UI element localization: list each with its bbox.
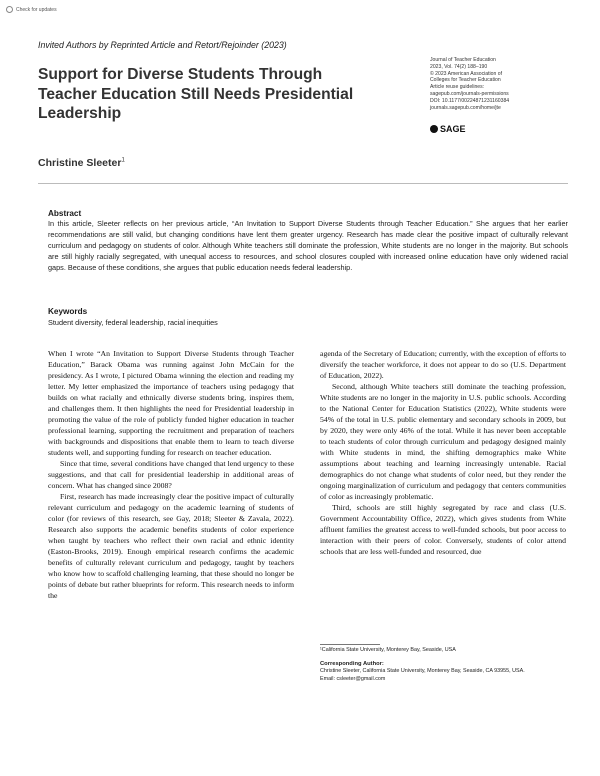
sage-logo <box>430 124 466 134</box>
corresponding-author-email[interactable]: Email: csleeter@gmail.com <box>320 675 386 682</box>
body-paragraph: Since that time, several conditions have changed that lend urgency to these suggestions, and that call for presidential leadership in additional areas of concern. What has changed since 2008? <box>48 459 294 490</box>
abstract-heading: Abstract <box>48 209 82 218</box>
body-paragraph: When I wrote “An Invitation to Support Diverse Students through Teacher Education,” Barack Obama was running against John McCain for the presidency. As I wrote, I pictured Obama winning the election and reading my letter. My letter emphasized the importance of teachers using pedagogy that builds on what racially and ethnically diverse students bring, inspires them, and challenges them. It then highlights the need for Presidential leadership in promoting the value of the role of publicly funded higher education in teacher professional learning, supporting the recruitment and preparation of teachers with backgrounds and dispositions that enable them to learn to teach diverse students well, and supporting funding for research on teacher education. <box>48 349 294 457</box>
body-column-left <box>48 348 294 601</box>
body-paragraph: Second, although White teachers still dominate the teaching profession, White students are no longer in the majority in U.S. public schools. According to the National Center for Education Statistics (2022), White students were 54% of the total in U.S. public elementary and secondary schools in 2009, but by 2020, they were only 46% of the total. While it has never been acceptable to teach students of color through curriculum and pedagogy designed mainly with White students in mind, the shifting demographics make White assumptions about teaching and learning increasingly untenable. Racial demographics do not change what students of color need, but they render the ongoing marginalization of curriculum and pedagogy that centers communities of color as increasingly problematic. <box>320 382 566 501</box>
check-updates-icon <box>6 6 13 13</box>
section-label: Invited Authors by Reprinted Article and Retort/Rejoinder (2023) <box>38 40 287 50</box>
header-divider <box>38 183 568 184</box>
corresponding-author-text: Christine Sleeter, California State University, Monterey Bay, Seaside, CA 93955, USA. <box>320 668 525 675</box>
journal-info-line[interactable]: journals.sagepub.com/home/jte <box>430 104 501 111</box>
author-name <box>38 157 125 169</box>
body-paragraph: First, research has made increasingly clear the positive impact of culturally relevant curriculum and pedagogy on the academic learning of students of color (for reviews of this research, see Gay, 2018; Sleeter & Zavala, 2022). Research also supports the academic benefits students of color experience when taught by teachers who reflect their own racial and ethnic identity (Easton-Brooks, 2019). Enough empirical research confirms the academic benefits of culturally relevant curriculum and pedagogy, taught by teachers who know how to scaffold challenging learning, that these should no longer be points of debate but rather blueprints for reform. This research needs to inform the <box>48 492 294 600</box>
abstract-text: In this article, Sleeter reflects on her previous article, “An Invitation to Support Diverse Students through Teacher Education.” She argues that her earlier recommendations are still valid, but changing conditions have lent them greater urgency. Research has made clear the positive impact of culturally relevant curriculum and pedagogy on students of color. Although White teachers still dominate the profession, White students are no longer in the majority. But schools are still highly racially segregated, with unequal access to resources, and school closures coupled with increased online education have only widened racial gaps. Because of these conditions, she argues that public education needs federal leadership. <box>48 219 568 272</box>
journal-info <box>430 57 570 111</box>
keywords-heading: Keywords <box>48 307 88 316</box>
body-column-right <box>320 348 566 557</box>
author-name-text: Christine Sleeter <box>38 157 122 169</box>
journal-info-line: © 2023 American Association of <box>430 70 502 77</box>
article-title: Support for Diverse Students Through Teacher Education Still Needs Presidential Leadership <box>38 66 354 122</box>
affiliation-footnote: ¹California State University, Monterey Bay, Seaside, USA <box>320 647 456 653</box>
footnote-divider <box>320 644 380 645</box>
body-paragraph: agenda of the Secretary of Education; currently, with the exception of efforts to diversify the teacher workforce, it does not appear to do so (U.S. Department of Education, 2022). <box>320 349 566 380</box>
check-for-updates-badge[interactable] <box>6 6 57 13</box>
body-paragraph: Third, schools are still highly segregated by race and class (U.S. Government Accountability Office, 2022), which gives students from White affluent families the greatest access to well-funded schools, but poor access to interaction with their peers of color. Conversely, students of color attend schools that are less well-funded and resourced, due <box>320 503 566 556</box>
corresponding-author-heading: Corresponding Author: <box>320 660 384 667</box>
journal-info-line[interactable]: sagepub.com/journals-permissions <box>430 90 509 97</box>
keywords-text: Student diversity, federal leadership, racial inequities <box>48 318 218 327</box>
footnotes <box>320 647 570 683</box>
journal-info-line: Journal of Teacher Education <box>430 57 496 63</box>
sage-logo-text: SAGE <box>440 124 466 134</box>
journal-info-line: 2023, Vol. 74(2) 188–190 <box>430 63 488 70</box>
journal-info-line: Colleges for Teacher Education <box>430 77 501 84</box>
journal-info-line[interactable]: DOI: 10.1177/00224871231160384 <box>430 97 510 104</box>
sage-logo-icon <box>430 125 438 133</box>
author-affiliation-mark: 1 <box>121 157 125 164</box>
check-updates-label: Check for updates <box>16 6 57 13</box>
journal-info-line[interactable]: Article reuse guidelines: <box>430 84 485 91</box>
